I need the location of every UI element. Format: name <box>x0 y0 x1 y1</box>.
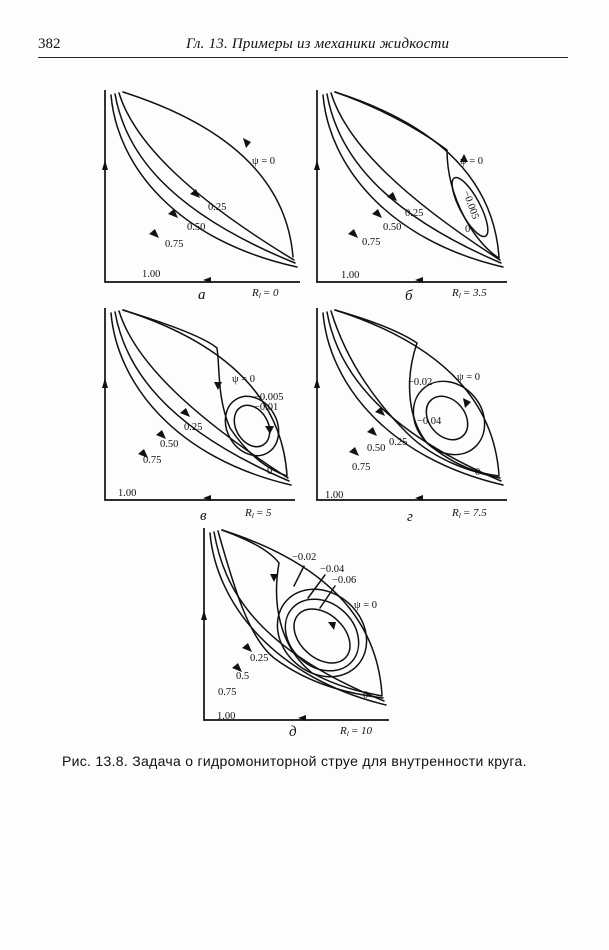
vortex-label: 0 <box>475 467 481 478</box>
stream-label: 0.50 <box>383 222 402 233</box>
vortex-label: −0.01 <box>254 402 279 413</box>
stream-label: 0.75 <box>165 239 184 250</box>
reynolds-label: Rl = 3.5 <box>452 287 487 300</box>
panel-a-arrows <box>102 138 251 283</box>
figure-caption: Рис. 13.8. Задача о гидромониторной струе для внутренности круга. <box>62 753 527 769</box>
flow-arrow <box>463 398 471 408</box>
stream-label: 1.00 <box>142 269 161 280</box>
vortex-label: −0.005 <box>254 392 284 403</box>
flow-arrow <box>243 138 251 148</box>
stream-label: 0.25 <box>184 422 203 433</box>
psi-label: ψ = 0 <box>460 156 483 167</box>
panel-v <box>102 308 295 524</box>
flow-arrow <box>367 427 377 436</box>
leader-line <box>294 566 304 586</box>
psi-label: ψ = 0 <box>457 372 480 383</box>
flow-arrow <box>156 430 166 439</box>
panel-letter: д <box>289 724 297 740</box>
flow-arrow <box>314 160 320 170</box>
reynolds-label: Rl = 0 <box>252 287 279 300</box>
page-number: 382 <box>38 36 61 52</box>
flow-arrow <box>314 378 320 388</box>
psi-label: ψ = 0 <box>252 156 275 167</box>
panel-letter: г <box>407 509 413 525</box>
stream-label: 1.00 <box>217 711 236 722</box>
panel-b <box>314 90 507 304</box>
panel-a <box>102 90 300 303</box>
vortex-label: −0.04 <box>417 416 442 427</box>
flow-arrow <box>265 426 274 434</box>
flow-arrow <box>102 378 108 388</box>
vortex-label: 0 <box>267 466 273 477</box>
panel-letter: б <box>405 288 413 304</box>
vortex-label: −0.04 <box>320 564 345 575</box>
stream-label: 0.75 <box>352 462 371 473</box>
vortex-label: 0 <box>363 690 369 701</box>
vortex-label: −0.06 <box>332 575 357 586</box>
panel-b-streamlines <box>323 92 503 267</box>
stream-label: 0.50 <box>367 443 386 454</box>
panel-g-streamlines <box>323 310 503 485</box>
stream-label: 0.75 <box>362 237 381 248</box>
stream-label: 1.00 <box>325 490 344 501</box>
stream-label: 0.25 <box>250 653 269 664</box>
flow-arrow <box>372 209 382 218</box>
stream-label: 0.75 <box>143 455 162 466</box>
panel-g <box>314 308 507 525</box>
panel-a-streamlines <box>111 92 297 267</box>
flow-arrow <box>349 447 359 456</box>
running-title: Гл. 13. Примеры из механики жидкости <box>186 36 450 52</box>
reynolds-label: Rl = 5 <box>245 507 272 520</box>
leader-line <box>308 575 325 598</box>
flow-arrow <box>242 643 252 652</box>
panel-letter: в <box>200 508 207 524</box>
stream-label: 0.50 <box>187 222 206 233</box>
stream-label: 0.25 <box>405 208 424 219</box>
panel-d <box>201 528 389 740</box>
reynolds-label: Rl = 10 <box>340 725 373 738</box>
flow-arrow <box>180 408 190 417</box>
vortex-contour <box>260 571 385 695</box>
stream-label: 0.50 <box>160 439 179 450</box>
vortex-label: −0.005 <box>460 189 481 221</box>
stream-label: 0.5 <box>236 671 250 682</box>
stream-label: 1.00 <box>341 270 360 281</box>
flow-arrow <box>375 407 385 416</box>
stream-label: 0.25 <box>389 437 408 448</box>
vortex-label: −0.02 <box>292 552 317 563</box>
stream-label: 0.25 <box>208 202 227 213</box>
stream-label: 0.75 <box>218 687 237 698</box>
panel-d-arrows <box>201 574 336 721</box>
stream-label: 1.00 <box>118 488 137 499</box>
vortex-label: −0.02 <box>408 377 433 388</box>
psi-label: ψ = 0 <box>232 374 255 385</box>
flow-arrow <box>328 622 336 630</box>
flow-arrow <box>201 610 207 620</box>
flow-arrow <box>168 209 178 218</box>
psi-label: ψ = 0 <box>354 600 377 611</box>
vortex-label: 0 <box>465 224 471 235</box>
panel-letter: а <box>198 287 206 303</box>
reynolds-label: Rl = 7.5 <box>452 507 487 520</box>
flow-arrow <box>149 229 159 238</box>
flow-arrow <box>348 229 358 238</box>
flow-arrow <box>102 160 108 170</box>
